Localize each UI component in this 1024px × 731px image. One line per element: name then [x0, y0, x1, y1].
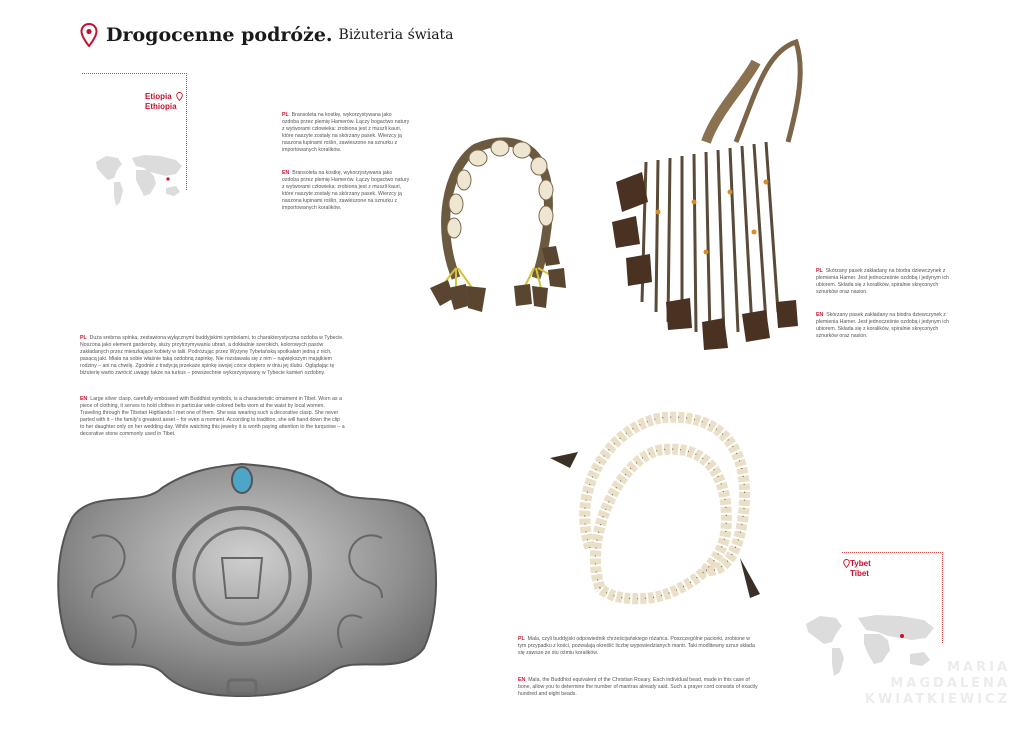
mala-text-en: Mala, the Buddhist equivalent of the Christian Rosary. Each individual bead, made in this case of bone, allow you to determine the number of mantras already said. Such a prayer cord consists of exactly hundred and eight beads.	[518, 677, 758, 697]
en-tag: EN	[816, 312, 824, 318]
mala-description-pl	[518, 636, 758, 657]
pl-tag: PL	[282, 112, 289, 118]
page-header	[80, 20, 454, 50]
en-tag: EN	[282, 170, 290, 176]
ethiopia-label-en: Ethiopia	[145, 102, 177, 111]
belt-text-en: Skórzany pasek zakładany na biodra dziewczynek z plemienia Hamer. Jest jednocześnie ozdobą i jedynym ich ubiorem. Składa się z koralików, spiralnie skręconych sznurków oraz nasion.	[816, 312, 949, 339]
clasp-text-en: Large silver clasp, carefully embossed with Buddhist symbols, is a characteristic ornament in Tibet. Worn as a piece of clothing, it serves to hold clothes in particular wide colored belts worn at the waist by local women. Traveling through the Tibetan Highlands I met one of them. She was wearing such a decorative clasp. She never parted with it – the family's greatest asset – for even a moment. According to tradition, she will hand down the clip to her daughter only on her wedding day. While watching this jewelry it is worth paying attention to the turquoise – a decorative stone commonly used in Tibet.	[80, 396, 345, 437]
pl-tag: PL	[80, 335, 87, 341]
belt-description-en	[816, 312, 956, 340]
ethiopia-label	[145, 92, 177, 112]
tibet-label-en: Tibet	[850, 569, 869, 578]
belt-description-pl	[816, 268, 956, 296]
clasp-description-pl	[80, 335, 345, 377]
pl-tag: PL	[518, 636, 525, 642]
watermark-line2: MAGDALENA	[890, 676, 1010, 691]
bracelet-text-en: Bransoleta na kostkę, wykorzystywana jako ozdoba przez plemię Hamerów. Łączy bogactwo natury z wytworami człowieka: zrobiona jest z muszli kauri, które naszyte zostały na skórzany pasek. Wierzcy ją naszona łupinami roślin, zawieszone na sznurku z importowanych koralików.	[282, 170, 410, 211]
tibet-label	[850, 559, 871, 579]
watermark	[865, 660, 1010, 708]
pl-tag: PL	[816, 268, 823, 274]
page-subtitle: Biżuteria świata	[338, 27, 454, 43]
mala-text-pl: Mala, czyli buddyjski odpowiednik chrześcijańskiego różańca. Poszczególne paciorki, zrobione w tym przypadku z kości, pozwalają określić liczbę wypowiedzianych mantr. Taki modlitewny sznur składa się zawsze ze stu ośmiu koralików.	[518, 636, 755, 656]
silver-clasp-photo	[52, 458, 442, 702]
belt-text-pl: Skórzany pasek zakładany na biodra dziewczynek z plemienia Hamer. Jest jednocześnie ozdobą i jedynym ich ubiorem. Składa się z koralików, spiralnie skręconych sznurków oraz nasion.	[816, 268, 949, 295]
watermark-line3: KWIATKIEWICZ	[864, 692, 1010, 707]
location-pin-icon	[80, 23, 98, 47]
ethiopia-label-pl: Etiopia	[145, 92, 172, 101]
page-title: Drogocenne podróże.	[106, 24, 333, 46]
tibet-pin-icon	[843, 559, 850, 568]
clasp-description-en	[80, 396, 345, 438]
clasp-text-pl: Duża srebrna spinka, zestawiona wyłącznymi buddyjskimi symbolami, to charakterystyczna ozdoba w Tybecie. Noszona jako element garderoby, służy przytrzymywaniu ubrań, a dokładnie szerokich, kolorowych pasów zakładanych przez mieszkające kobiety w talii. Podróżując przez Wyżynę Tybetańską spotkałam jedną z nich, pasącą jaki. Miała na sobie właśnie taką ozdobną zapinkę. Nie rozstawała się z nim – największym majątkiem rodziny – ani na chwilę. Zgodnie z tradycją przekaże spinkę swojej córce dopiero w dniu jej ślubu. Oglądając tę biżuterię warto zwrócić uwagę także na turkus – powszechnie wykorzystywany w Tybecie kamień ozdobny.	[80, 335, 344, 376]
mala-description-en	[518, 677, 758, 698]
tibet-label-pl: Tybet	[850, 559, 871, 568]
bracelet-description-en	[282, 170, 410, 212]
ethiopia-world-map	[92, 150, 186, 210]
bracelet-description-pl	[282, 112, 410, 154]
bracelet-text-pl: Bransoleta na kostkę, wykorzystywana jako ozdoba przez plemię Hamerów. Łączy bogactwo natury z wytworami człowieka: zrobiona jest z muszli kauri, które naszyte zostały na skórzany pasek. Wierzcy ją naszona łupinami roślin, zawieszone na sznurku z importowanych koralików.	[282, 112, 410, 153]
beaded-belt-photo	[606, 32, 810, 356]
watermark-line1: MARIA	[947, 660, 1010, 675]
ethiopia-pin-icon	[176, 92, 183, 101]
mala-beads-photo	[530, 398, 770, 614]
en-tag: EN	[80, 396, 88, 402]
en-tag: EN	[518, 677, 526, 683]
cowrie-bracelet-photo	[396, 128, 596, 328]
